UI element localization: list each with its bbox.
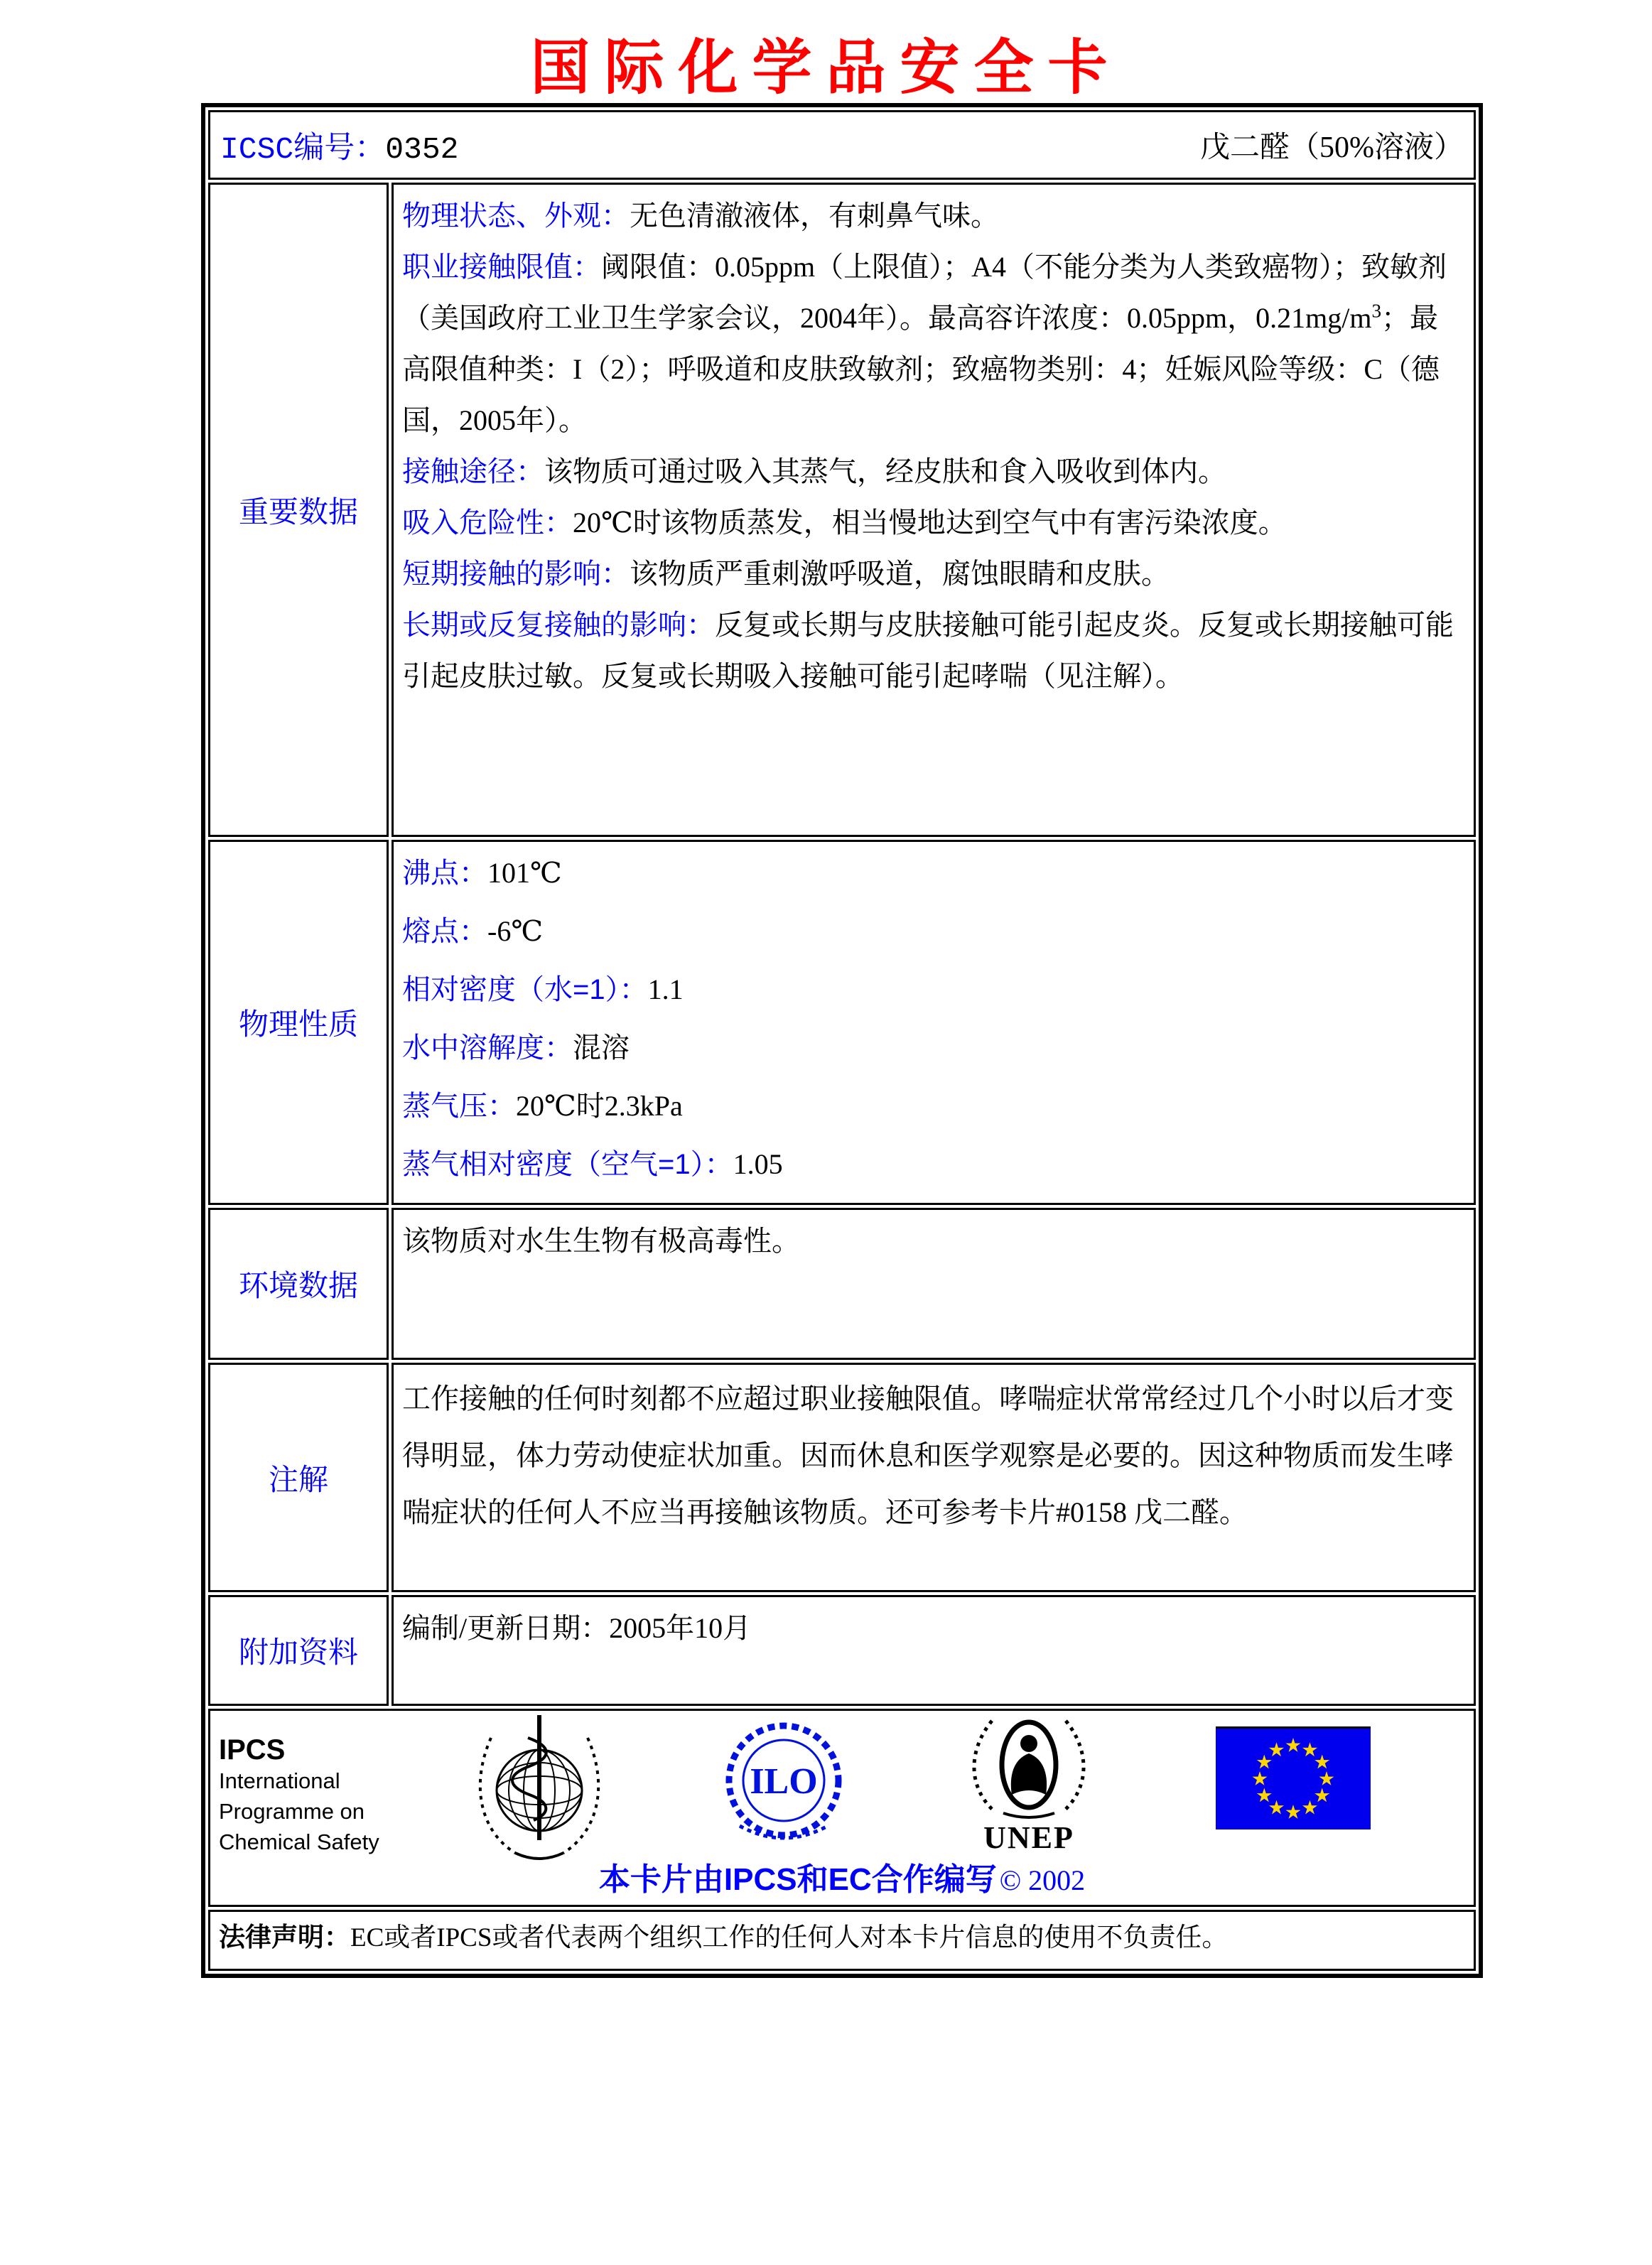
unep-logo-text: UNEP [983, 1820, 1074, 1855]
copyright-line [210, 1854, 1474, 1899]
icsc-card-table [201, 103, 1483, 1978]
additional-info-content [392, 1595, 1476, 1706]
melting-point-value: -6℃ [487, 915, 544, 947]
physical-properties-row-label: 物理性质 [208, 840, 389, 1205]
exposure-route-text: 该物质可通过吸入其蒸气，经皮肤和食入吸收到体内。 [544, 455, 1226, 487]
physical-properties-row [208, 840, 1476, 1205]
inhalation-risk-entry [402, 497, 1465, 548]
ipcs-line-3: Chemical Safety [219, 1829, 379, 1854]
ilo-logo-icon [718, 1718, 849, 1850]
legal-text: EC或者IPCS或者代表两个组织工作的任何人对本卡片信息的使用不负责任。 [350, 1923, 1229, 1952]
long-term-label: 长期或反复接触的影响： [402, 610, 715, 641]
icsc-number-label: ICSC编号： [220, 131, 386, 167]
physical-properties-content [392, 840, 1476, 1205]
short-term-text: 该物质严重刺激呼吸道，腐蚀眼睛和皮肤。 [630, 558, 1170, 590]
environment-text: 该物质对水生生物有极高毒性。 [402, 1225, 800, 1257]
header-row [208, 110, 1476, 180]
boiling-point-label: 沸点： [402, 858, 487, 889]
exposure-limit-superscript: 3 [1371, 300, 1382, 322]
notes-text: 工作接触的任何时刻都不应超过职业接触限值。哮喘症状常常经过几个小时以后才变得明显，体力劳动使症状加重。因而休息和医学观察是必要的。因这种物质而发生哮喘症状的任何人不应当再接触该物质。还可参考卡片#0158 戊二醛。 [402, 1383, 1454, 1528]
water-solubility-label: 水中溶解度： [402, 1032, 573, 1064]
legal-row [208, 1910, 1476, 1971]
water-solubility-entry [402, 1022, 1465, 1074]
logos-row [208, 1709, 1476, 1907]
important-data-row [208, 183, 1476, 837]
long-term-text: 反复或长期与皮肤接触可能引起皮炎。反复或长期接触可能引起皮肤过敏。反复或长期吸入接触可能引起哮喘（见注解）。 [402, 609, 1454, 692]
physical-state-label: 物理状态、外观： [402, 200, 630, 232]
boiling-point-value: 101℃ [487, 857, 562, 889]
important-data-row-label: 重要数据 [208, 183, 389, 837]
chemical-name: 戊二醛（50%溶液） [1200, 131, 1464, 164]
physical-state-text: 无色清澈液体，有刺鼻气味。 [630, 200, 999, 232]
copyright-year: © 2002 [999, 1864, 1086, 1896]
vapor-density-label: 蒸气相对密度（空气=1）： [402, 1149, 733, 1180]
notes-row-label: 注解 [208, 1363, 389, 1592]
vapor-pressure-label: 蒸气压： [402, 1091, 516, 1122]
vapor-density-value: 1.05 [733, 1148, 783, 1180]
melting-point-entry [402, 906, 1465, 957]
physical-state-entry [402, 190, 1465, 242]
ipcs-title: IPCS [219, 1734, 286, 1766]
additional-info-row [208, 1595, 1476, 1706]
ipcs-line-1: International [219, 1768, 340, 1793]
relative-density-label: 相对密度（水=1）： [402, 974, 648, 1005]
short-term-label: 短期接触的影响： [402, 558, 630, 590]
logos-cell [208, 1709, 1476, 1907]
vapor-density-entry [402, 1139, 1465, 1190]
who-logo-icon [474, 1712, 605, 1863]
header-cell [208, 110, 1476, 180]
exposure-route-label: 接触途径： [402, 456, 544, 487]
unep-logo [963, 1714, 1094, 1853]
exposure-limit-text-1: 阈限值：0.05ppm（上限值）；A4（不能分类为人类致癌物）；致敏剂（美国政府工业卫生学家会议，2004年）。最高容许浓度：0.05ppm，0.21mg/m [402, 251, 1447, 334]
unep-logo-icon [963, 1714, 1094, 1820]
vapor-pressure-entry [402, 1081, 1465, 1132]
inhalation-risk-text: 20℃时该物质蒸发，相当慢地达到空气中有害污染浓度。 [573, 507, 1287, 539]
important-data-content [392, 183, 1476, 837]
legal-cell [208, 1910, 1476, 1971]
boiling-point-entry [402, 848, 1465, 899]
icsc-number-value: 0352 [385, 131, 459, 167]
relative-density-entry [402, 964, 1465, 1015]
exposure-limit-label: 职业接触限值： [402, 252, 601, 283]
exposure-limit-text-2: ；最高限值种类：I（2）；呼吸道和皮肤致敏剂；致癌物类别：4；妊娠风险等级：C（德国，2005年）。 [402, 302, 1440, 436]
relative-density-value: 1.1 [647, 973, 684, 1005]
legal-label: 法律声明： [219, 1923, 350, 1952]
water-solubility-value: 混溶 [573, 1032, 630, 1064]
notes-content [392, 1363, 1476, 1592]
ipcs-text-block [219, 1734, 379, 1857]
environment-data-content [392, 1208, 1476, 1360]
long-term-entry [402, 600, 1465, 702]
icsc-number [220, 124, 458, 167]
copyright-text: 本卡片由IPCS和EC合作编写 [598, 1862, 997, 1897]
exposure-route-entry [402, 446, 1465, 497]
melting-point-label: 熔点： [402, 916, 487, 947]
update-date-text: 编制/更新日期：2005年10月 [402, 1612, 752, 1644]
page-title: 国际化学品安全卡 [530, 36, 1122, 102]
environment-data-row-label: 环境数据 [208, 1208, 389, 1360]
vapor-pressure-value: 20℃时2.3kPa [516, 1090, 683, 1122]
eu-flag-icon [1216, 1726, 1371, 1829]
short-term-entry [402, 548, 1465, 600]
notes-row [208, 1363, 1476, 1592]
inhalation-risk-label: 吸入危险性： [402, 507, 573, 539]
ipcs-line-2: Programme on [219, 1798, 365, 1824]
ilo-logo-text: ILO [750, 1761, 818, 1802]
additional-info-row-label: 附加资料 [208, 1595, 389, 1706]
environment-data-row [208, 1208, 1476, 1360]
exposure-limit-entry [402, 242, 1465, 446]
